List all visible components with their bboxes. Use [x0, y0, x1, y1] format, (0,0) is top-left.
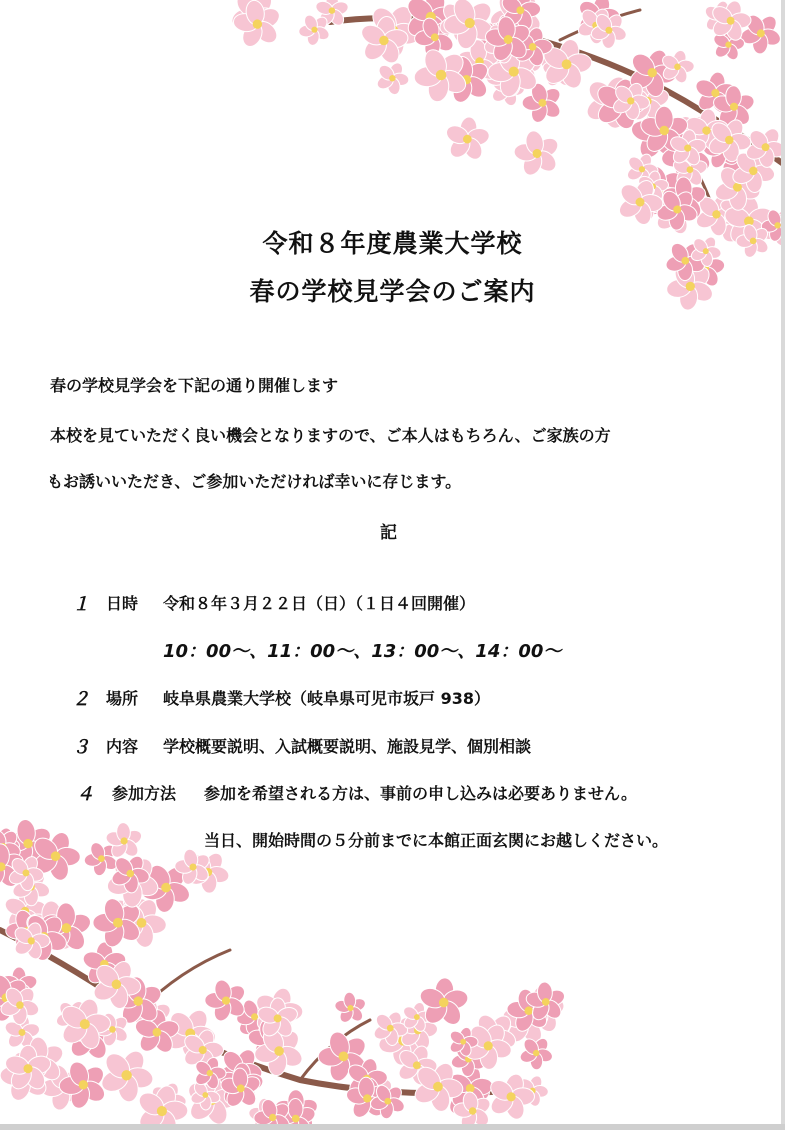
item-value-times: 10：00～、11：00～、13：00～、14：00～ — [163, 641, 562, 662]
blossom — [480, 1067, 541, 1127]
item-value-content: 学校概要説明、入試概要説明、施設見学、個別相談 — [163, 737, 532, 756]
page-border-right — [781, 0, 785, 1130]
item-value-participation-note: 当日、開始時間の５分前までに本館正面玄関にお越しください。 — [204, 831, 669, 850]
blossom — [441, 114, 493, 164]
intro-line2: 本校を見ていただく良い機会となりますので、ご本人はもちろん、ご家族の方 — [50, 426, 611, 445]
item-label-datetime: 日時 — [106, 594, 139, 613]
ki-heading: 記 — [380, 523, 397, 543]
item-value-datetime: 令和８年３月２２日（日）（１日４回開催） — [163, 594, 476, 613]
page-title-line1: 令和８年度農業大学校 — [262, 229, 523, 258]
item-number: １ — [72, 594, 90, 615]
item-number: ２ — [72, 689, 90, 710]
intro-line1: 春の学校見学会を下記の通り開催します — [50, 376, 339, 395]
page-title-line2: 春の学校見学会のご案内 — [249, 277, 536, 306]
page-border-bottom — [0, 1124, 785, 1130]
item-label-participation: 参加方法 — [112, 784, 177, 803]
item-label-place: 場所 — [106, 689, 139, 708]
blossom — [223, 0, 290, 58]
item-value-place: 岐阜県農業大学校（岐阜県可児市坂戸 938） — [163, 689, 490, 708]
item-number: ３ — [72, 737, 90, 758]
item-number: ４ — [76, 784, 94, 805]
blossom — [504, 121, 569, 187]
intro-line3: もお誘いいただき、ご参加いただければ幸いに存じます。 — [47, 472, 462, 491]
item-label-content: 内容 — [106, 737, 139, 756]
item-value-participation: 参加を希望される方は、事前の申し込みは必要ありません。 — [204, 784, 637, 803]
